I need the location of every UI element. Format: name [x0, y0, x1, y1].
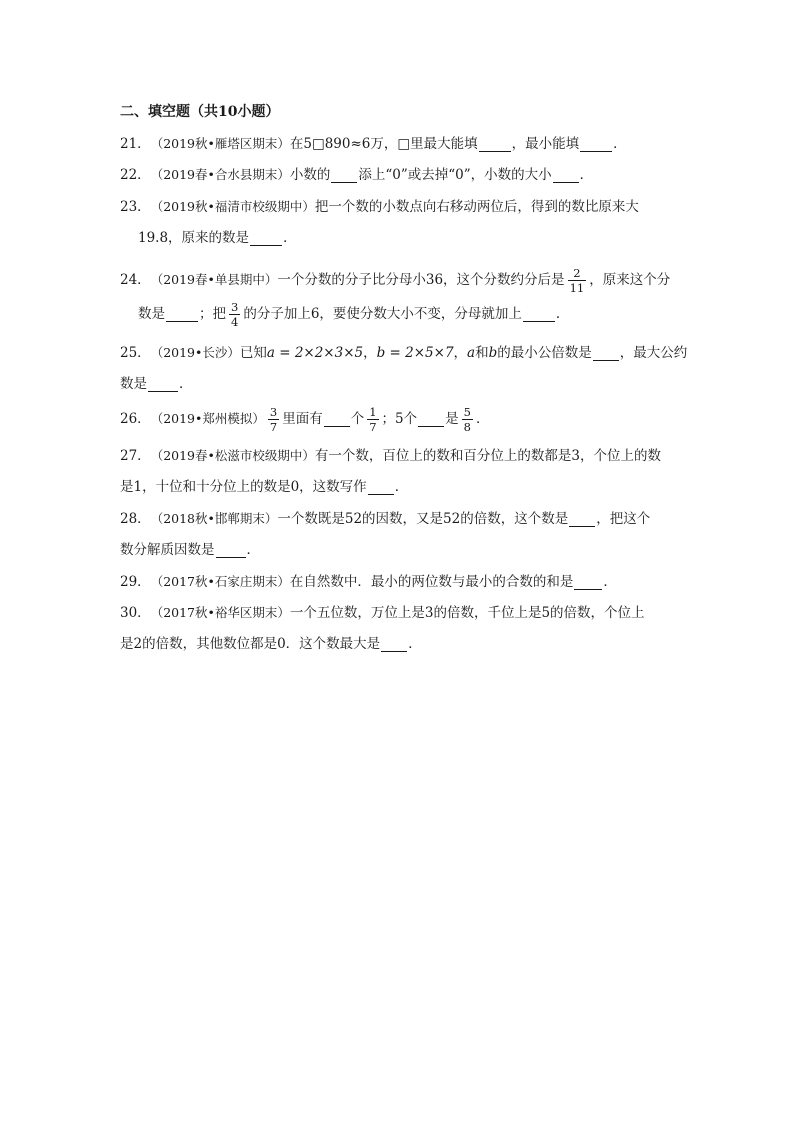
question-number: 29．	[120, 574, 151, 590]
answer-blank[interactable]	[166, 307, 198, 322]
question-text: 的分子加上6，要使分数大小不变，分母就加上	[243, 306, 522, 322]
question-25-cont	[120, 372, 193, 396]
math-expression: b = 2×5×7	[376, 345, 454, 361]
question-text: ，原来这个分	[589, 272, 671, 288]
question-24-cont	[138, 299, 569, 329]
answer-blank[interactable]	[574, 575, 602, 590]
question-number: 25．	[120, 345, 151, 361]
question-text: 已知	[239, 345, 267, 361]
question-text: 数分解质因数是	[120, 542, 215, 558]
fraction	[462, 406, 473, 433]
question-text: 有一个数，百位上的数和百分位上的数都是3，个位上的数	[314, 448, 661, 464]
question-text: 在自然数中．最小的两位数与最小的合数的和是	[289, 574, 574, 590]
fraction	[268, 406, 279, 433]
question-text: 一个分数的分子比分母小36，这个分数约分后是	[277, 272, 565, 288]
question-source: （2017秋•石家庄期末）	[150, 574, 290, 589]
fraction	[568, 267, 587, 294]
question-text: 小数的	[289, 167, 331, 183]
question-source: （2019春•松滋市校级期中）	[150, 448, 315, 463]
question-text: 是	[445, 411, 459, 427]
fraction-denominator: 11	[569, 280, 585, 295]
punctuation: ，	[453, 345, 468, 361]
question-text: 的最小公倍数是	[497, 345, 592, 361]
question-end: ．	[475, 411, 490, 427]
fraction-numerator: 2	[573, 265, 581, 280]
question-text: ；5个	[381, 411, 418, 427]
question-23	[120, 195, 639, 219]
math-variable: a	[467, 345, 476, 361]
question-26	[120, 404, 489, 434]
fraction-numerator: 1	[369, 404, 377, 419]
question-number: 21．	[120, 136, 151, 152]
question-text: 数是	[138, 306, 165, 322]
question-end: ．	[603, 574, 617, 590]
question-text: 里面有	[282, 411, 323, 427]
question-number: 24．	[120, 272, 151, 288]
question-30	[120, 601, 645, 625]
answer-blank[interactable]	[250, 231, 282, 246]
answer-blank[interactable]	[418, 412, 444, 427]
question-source: （2019春•合水县期末）	[150, 167, 290, 182]
question-text: 一个数既是52的因数，又是52的倍数，这个数是	[277, 511, 569, 527]
math-variable: b	[488, 345, 498, 361]
question-number: 26．	[120, 411, 151, 427]
question-text: 在5□890≈6万，□里最大能填	[289, 136, 478, 152]
question-end: ．	[579, 167, 594, 183]
question-source: （2019秋•福清市校级期中）	[150, 199, 315, 214]
question-28	[120, 507, 650, 531]
question-source: （2019春•单县期中）	[150, 272, 278, 287]
fraction-denominator: 7	[369, 419, 377, 434]
answer-blank[interactable]	[580, 137, 612, 152]
answer-blank[interactable]	[368, 480, 394, 495]
question-source: （2019•长沙）	[150, 345, 240, 360]
question-23-cont	[138, 226, 297, 250]
question-end: ．	[283, 230, 297, 246]
section-title: 二、填空题（共10小题）	[120, 104, 280, 120]
question-27-cont	[120, 475, 408, 499]
answer-blank[interactable]	[523, 307, 555, 322]
fraction-numerator: 3	[269, 404, 278, 419]
question-end: ．	[179, 376, 193, 392]
question-27	[120, 444, 661, 468]
question-source: （2019•郑州模拟）	[150, 411, 265, 426]
answer-blank[interactable]	[331, 168, 357, 183]
question-text: ；把	[199, 306, 226, 322]
fraction	[367, 406, 378, 433]
question-text: 是2的倍数，其他数位都是0．这个数最大是	[120, 636, 381, 652]
answer-blank[interactable]	[324, 412, 350, 427]
answer-blank[interactable]	[381, 637, 407, 652]
question-29	[120, 570, 617, 594]
question-end: ．	[408, 636, 422, 652]
question-text: 是1，十位和十分位上的数是0，这数写作	[120, 479, 367, 495]
question-source: （2019秋•雁塔区期末）	[150, 136, 290, 151]
answer-blank[interactable]	[553, 168, 579, 183]
fraction-numerator: 5	[463, 404, 471, 419]
question-text: ，最大公约	[619, 345, 688, 361]
fraction-denominator: 7	[269, 419, 278, 434]
question-source: （2018秋•邯郸期末）	[150, 511, 278, 526]
question-text: 和	[475, 345, 489, 361]
question-source: （2017秋•裕华区期末）	[150, 605, 290, 620]
fraction	[229, 301, 240, 328]
question-end: ．	[246, 542, 260, 558]
question-end: ．	[555, 306, 570, 322]
question-end: ．	[613, 136, 627, 152]
answer-blank[interactable]	[593, 346, 619, 361]
question-text: ，把这个	[596, 511, 651, 527]
question-number: 28．	[120, 511, 151, 527]
question-text: 把一个数的小数点向右移动两位后，得到的数比原来大	[314, 199, 639, 215]
question-end: ．	[394, 479, 409, 495]
punctuation: ，	[363, 345, 377, 361]
question-30-cont	[120, 632, 422, 656]
question-text: 一个五位数，万位上是3的倍数，千位上是5的倍数，个位上	[289, 605, 645, 621]
question-number: 30．	[120, 605, 151, 621]
answer-blank[interactable]	[148, 377, 178, 392]
answer-blank[interactable]	[569, 512, 595, 527]
question-text: 添上“0”或去掉“0”，小数的大小	[358, 167, 552, 183]
question-28-cont	[120, 538, 260, 562]
question-number: 23．	[120, 199, 151, 215]
fraction-denominator: 8	[463, 419, 471, 434]
question-24	[120, 265, 670, 295]
fraction-denominator: 4	[231, 314, 239, 329]
math-expression: a = 2×2×3×5	[266, 345, 364, 361]
question-text: ，最小能填	[511, 136, 580, 152]
question-number: 27．	[120, 448, 151, 464]
fraction-numerator: 3	[231, 299, 239, 314]
question-22	[120, 163, 593, 187]
answer-blank[interactable]	[479, 137, 511, 152]
question-text: 19.8，原来的数是	[138, 230, 250, 246]
question-text: 个	[350, 411, 365, 427]
question-25	[120, 341, 687, 365]
answer-blank[interactable]	[216, 543, 246, 558]
question-text: 数是	[120, 376, 147, 392]
question-number: 22．	[120, 167, 151, 183]
question-21	[120, 132, 627, 156]
